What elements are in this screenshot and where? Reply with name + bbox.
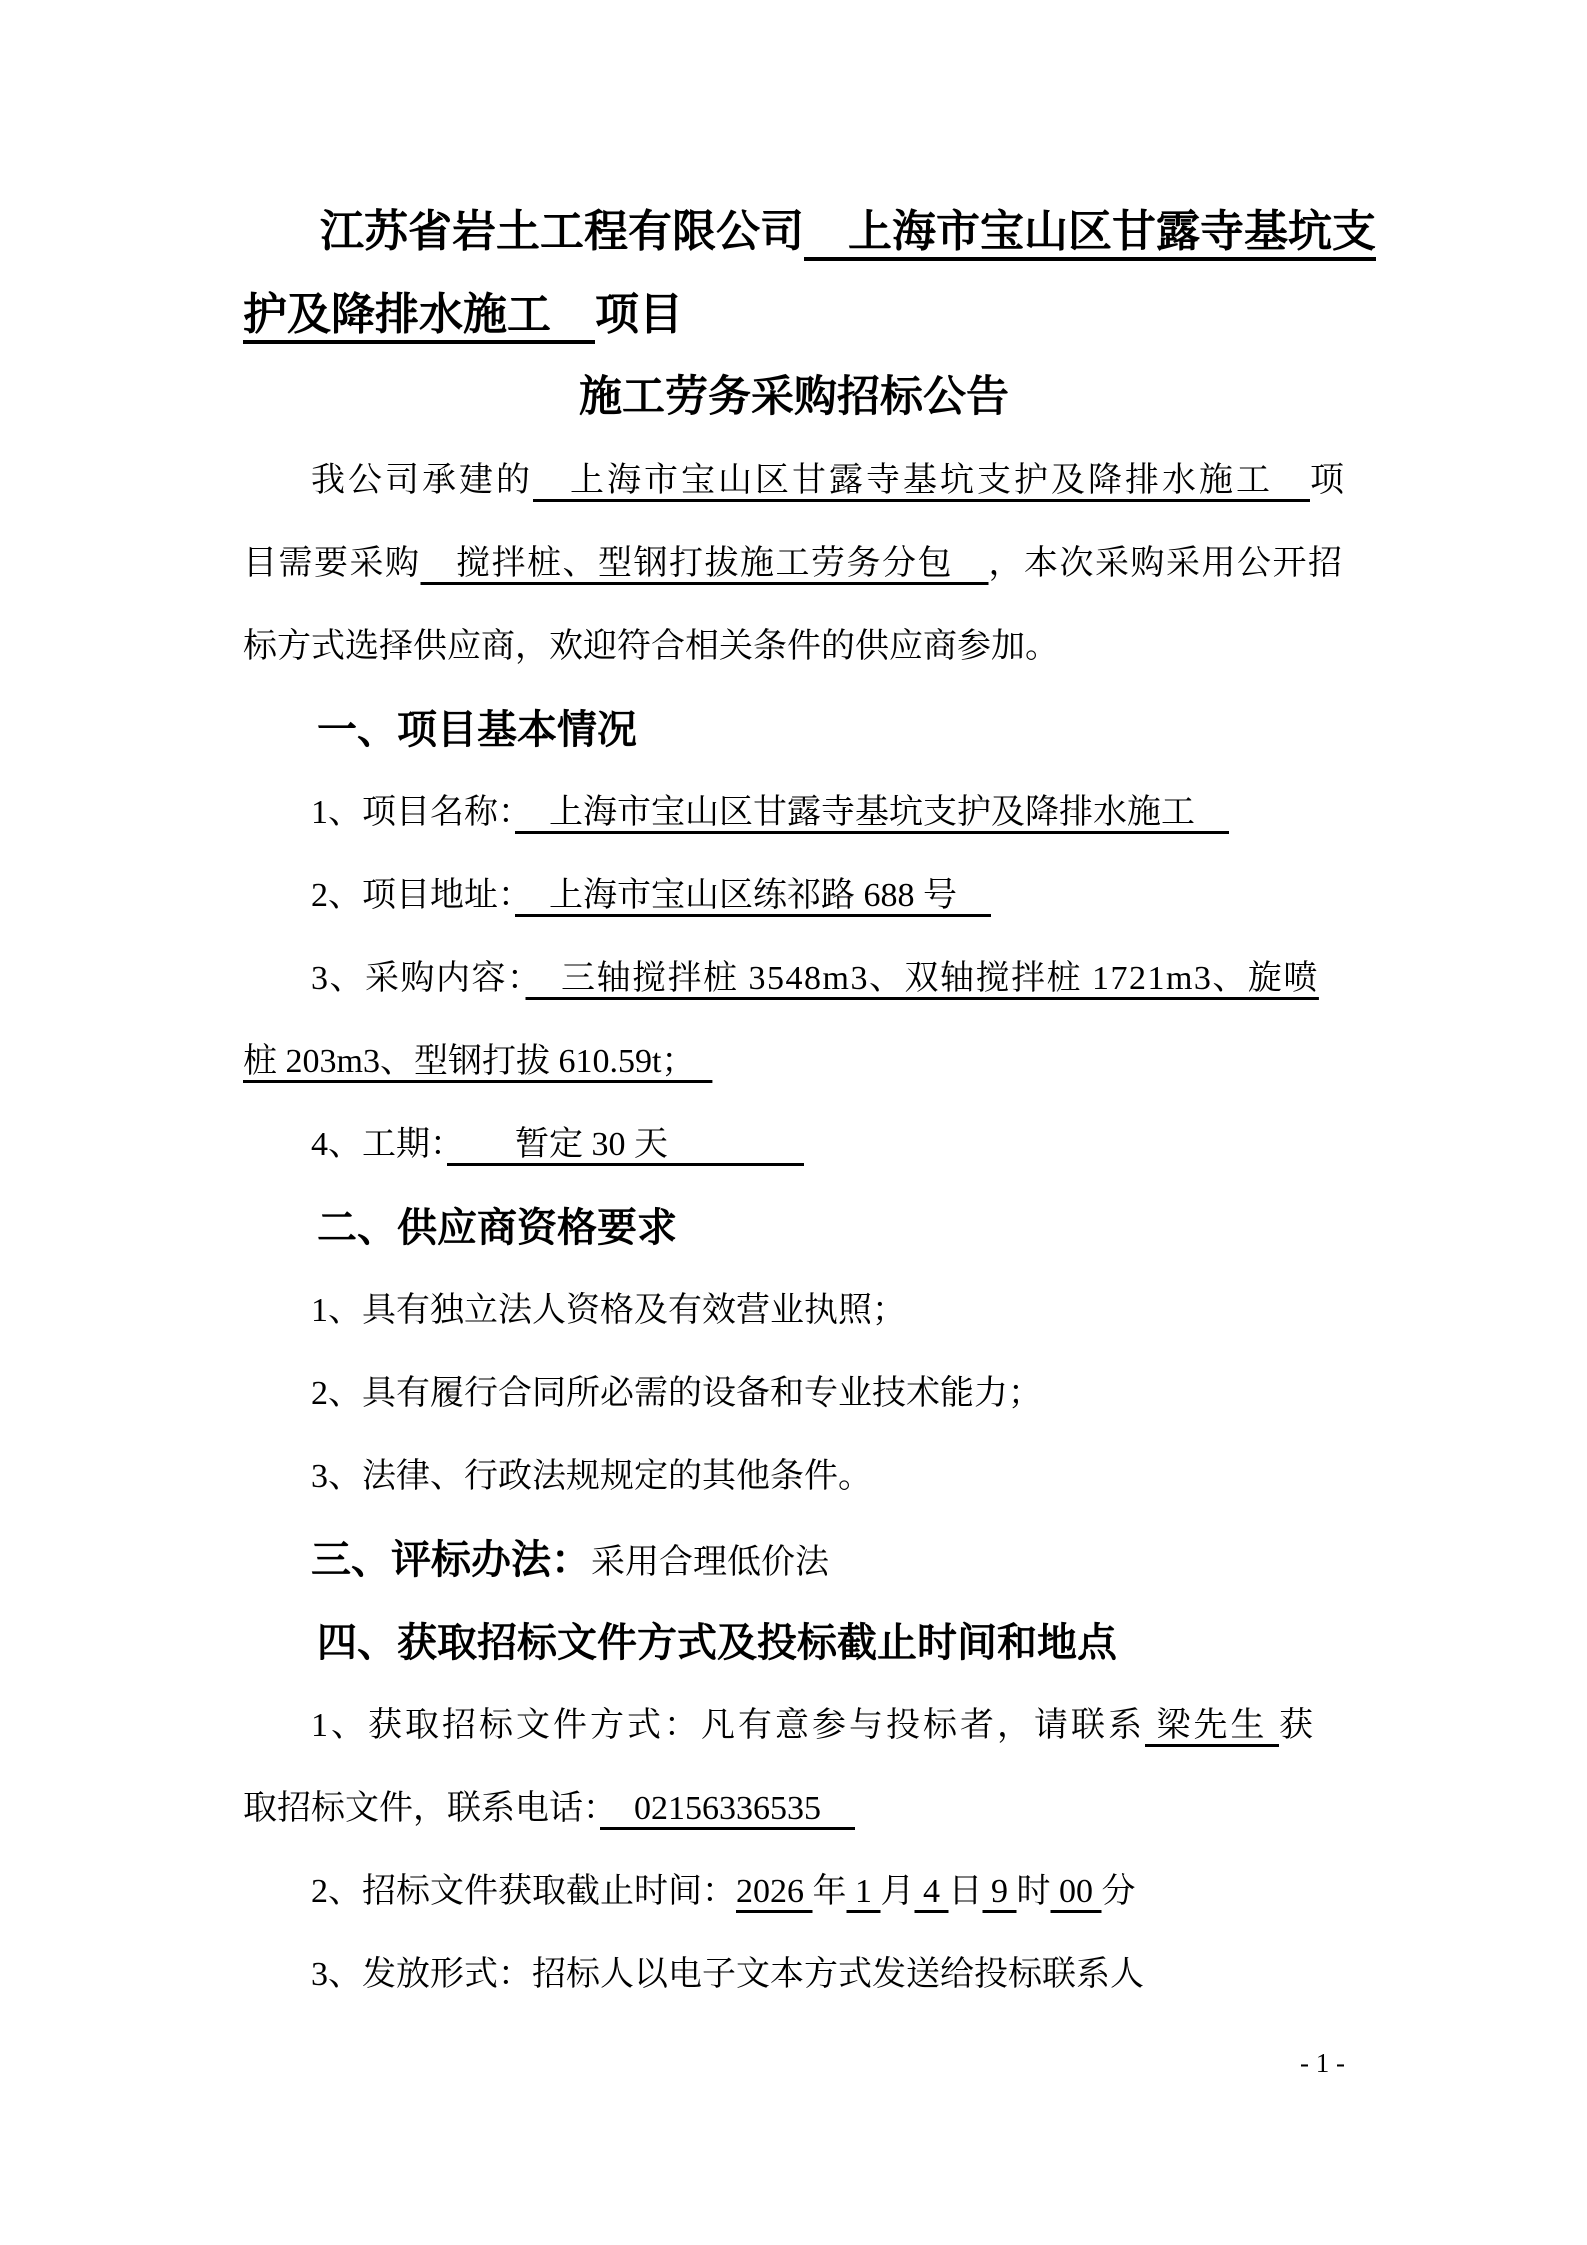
text-run: 1、具有独立法人资格及有效营业执照； (311, 1292, 906, 1329)
filled-blank-underline: 1 (846, 1873, 881, 1910)
item-qualification-3 (243, 1435, 1345, 1518)
text-run: 3、发放形式：招标人以电子文本方式发送给投标联系人 (311, 1956, 1144, 1993)
heading-section-4 (243, 1601, 1345, 1684)
filled-blank-underline: 9 (982, 1873, 1017, 1910)
intro-paragraph-line-1 (243, 439, 1345, 522)
intro-paragraph-line-3 (243, 605, 1345, 688)
filled-blank-underline: 02156336535 (600, 1790, 855, 1827)
item-obtain-deadline (243, 1850, 1345, 1933)
filled-blank-underline: 2026 (736, 1873, 813, 1910)
item-project-name (243, 771, 1345, 854)
filled-blank-underline: 上海市宝山区甘露寺基坑支护及降排水施工 (533, 462, 1310, 499)
text-run: ，本次采购采用公开招 (988, 545, 1344, 582)
item-obtain-method-line-1 (243, 1684, 1345, 1767)
filled-blank-underline: 上海市宝山区练祁路 688 号 (515, 877, 991, 914)
text-run: 四、获取招标文件方式及投标截止时间和地点 (317, 1620, 1117, 1665)
text-run: 我公司承建的 (311, 462, 533, 499)
filled-blank-underline: 搅拌桩、型钢打拔施工劳务分包 (420, 545, 989, 582)
text-run: 1、项目名称： (311, 794, 515, 831)
filled-blank-underline: 上海市宝山区甘露寺基坑支 (804, 207, 1376, 256)
text-run: 施工劳务采购招标公告 (579, 374, 1009, 421)
text-run: 月 (880, 1873, 915, 1910)
intro-paragraph-line-2 (243, 522, 1345, 605)
heading-section-1 (243, 688, 1345, 771)
item-duration (243, 1103, 1345, 1186)
text-run: 一、项目基本情况 (317, 707, 637, 752)
text-run: 项 (1310, 462, 1347, 499)
filled-blank-underline: 护及降排水施工 (243, 290, 595, 339)
text-run: 时 (1016, 1873, 1051, 1910)
text-run: 3、法律、行政法规规定的其他条件。 (311, 1458, 872, 1495)
text-run: 1、获取招标文件方式：凡有意参与投标者，请联系 (311, 1707, 1145, 1744)
filled-blank-underline: 桩 203m3、型钢打拔 610.59t； (243, 1043, 713, 1080)
item-project-address (243, 854, 1345, 937)
item-procurement-content-line-1 (243, 937, 1345, 1020)
text-run: 日 (948, 1873, 983, 1910)
page-number: - 1 - (1300, 2048, 1345, 2078)
item-qualification-2 (243, 1352, 1345, 1435)
text-run: 取招标文件，联系电话： (243, 1790, 600, 1827)
text-run: 二、供应商资格要求 (317, 1205, 677, 1250)
text-run: 4、工期： (311, 1126, 447, 1163)
document-lines (243, 190, 1376, 2016)
text-run: 江苏省岩土工程有限公司 (320, 207, 804, 256)
heading-section-2 (243, 1186, 1345, 1269)
filled-blank-underline: 暂定 30 天 (447, 1126, 804, 1163)
filled-blank-underline: 00 (1050, 1873, 1102, 1910)
text-run: 2、招标文件获取截止时间： (311, 1873, 736, 1910)
text-run: 采用合理低价法 (591, 1544, 829, 1581)
item-qualification-1 (243, 1269, 1345, 1352)
text-run: 三、评标办法： (311, 1537, 591, 1582)
title-line-2 (243, 273, 1345, 356)
item-obtain-method-line-2 (243, 1767, 1345, 1850)
text-run: 标方式选择供应商，欢迎符合相关条件的供应商参加。 (243, 628, 1059, 665)
heading-section-3 (243, 1518, 1345, 1601)
filled-blank-underline: 梁先生 (1145, 1707, 1279, 1744)
text-run: 3、采购内容： (311, 960, 526, 997)
text-run: 年 (812, 1873, 847, 1910)
text-run: 项目 (595, 290, 683, 339)
filled-blank-underline: 三轴搅拌桩 3548m3、双轴搅拌桩 1721m3、旋喷 (525, 960, 1319, 997)
subtitle (243, 356, 1345, 439)
text-run: 目需要采购 (243, 545, 421, 582)
filled-blank-underline: 上海市宝山区甘露寺基坑支护及降排水施工 (515, 794, 1229, 831)
title-line-1 (243, 190, 1376, 273)
text-run: 分 (1101, 1873, 1136, 1910)
text-run: 2、项目地址： (311, 877, 515, 914)
text-run: 2、具有履行合同所必需的设备和专业技术能力； (311, 1375, 1042, 1412)
item-distribution-form (243, 1933, 1345, 2016)
text-run: 获 (1279, 1707, 1316, 1744)
filled-blank-underline: 4 (914, 1873, 949, 1910)
item-procurement-content-line-2 (243, 1020, 1345, 1103)
